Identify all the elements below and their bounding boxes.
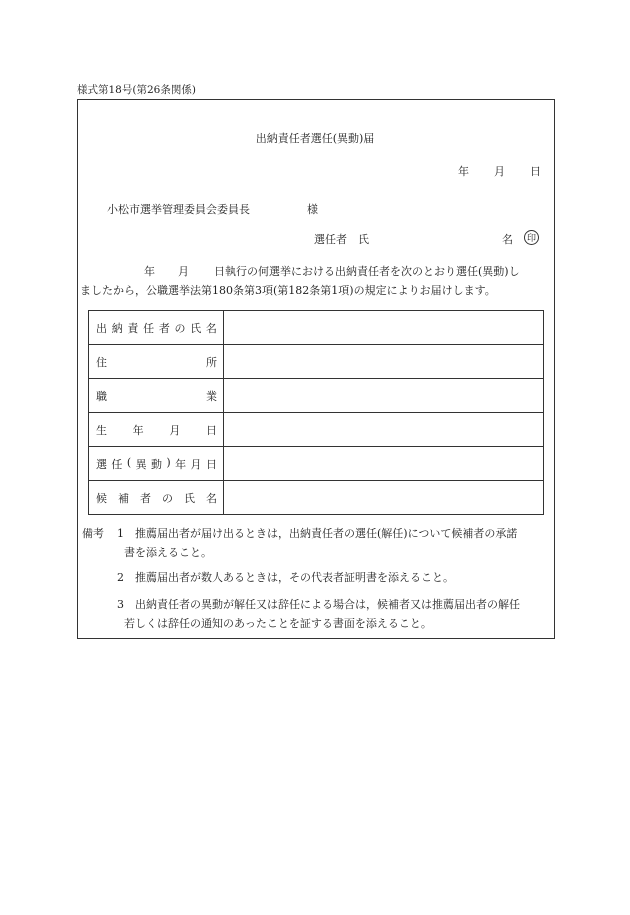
note-3-number: 3 xyxy=(117,598,124,611)
date-year-label: 年 xyxy=(458,165,469,178)
note-2-number: 2 xyxy=(117,571,124,584)
row-label-char: 氏 xyxy=(190,321,202,335)
entry-field-birthdate[interactable] xyxy=(224,413,544,447)
row-label-cell xyxy=(89,379,224,413)
row-label-cell xyxy=(89,311,224,345)
row-label-char: 候 xyxy=(96,491,107,505)
row-label-char: 業 xyxy=(206,389,217,403)
addressee: 小松市選挙管理委員会委員長 xyxy=(107,203,250,216)
row-label-birthdate xyxy=(89,422,223,438)
seal-mark: 印 xyxy=(524,230,539,245)
row-label-char: 補 xyxy=(118,491,129,505)
row-label-char: 名 xyxy=(206,491,217,505)
note-1-number: 1 xyxy=(117,527,124,540)
table-row xyxy=(89,311,544,345)
row-label-char: 任 xyxy=(143,321,155,335)
row-label-char: ( xyxy=(126,455,132,469)
form-title: 出納責任者選任(異動)届 xyxy=(255,132,375,145)
row-label-char: 氏 xyxy=(184,491,195,505)
body-month: 月 xyxy=(178,265,189,278)
row-label-char: 月 xyxy=(190,457,202,471)
row-label-treasurer-name xyxy=(89,320,223,336)
name-label: 名 xyxy=(502,233,513,246)
row-label-cell xyxy=(89,413,224,447)
note-3-line-1: 出納責任者の異動が解任又は辞任による場合は，候補者又は推薦届出者の解任 xyxy=(135,598,520,611)
row-label-char: 者 xyxy=(140,491,151,505)
body-line2-text: ましたから，公職選挙法第180条第3項(第182条第1項)の規定によりお届けします。 xyxy=(80,284,496,297)
row-label-char: 年 xyxy=(132,423,144,437)
row-label-char: 選 xyxy=(96,457,107,471)
entry-table xyxy=(88,310,544,515)
row-label-char: 年 xyxy=(175,457,187,471)
row-label-char: ) xyxy=(166,455,171,469)
row-label-char: 名 xyxy=(205,321,217,335)
row-label-char: 者 xyxy=(158,321,170,335)
row-label-occupation xyxy=(89,388,223,404)
table-row xyxy=(89,481,544,515)
row-label-cell xyxy=(89,481,224,515)
body-year: 年 xyxy=(144,265,155,278)
date-month-label: 月 xyxy=(494,165,505,178)
row-label-char: 住 xyxy=(96,355,107,369)
row-label-address xyxy=(89,354,223,370)
row-label-char: 出 xyxy=(96,321,107,335)
entry-field-treasurer-name[interactable] xyxy=(224,311,544,345)
note-3-line-2: 若しくは辞任の通知のあったことを証する書面を添えること。 xyxy=(124,617,432,630)
row-label-cell xyxy=(89,447,224,481)
table-row xyxy=(89,447,544,481)
entry-field-appointment-date[interactable] xyxy=(224,447,544,481)
notes-heading: 備考 xyxy=(82,527,104,540)
row-label-char: 日 xyxy=(205,423,217,437)
row-label-char: 責 xyxy=(127,321,139,335)
table-row xyxy=(89,345,544,379)
date-day-label: 日 xyxy=(530,165,541,178)
form-number: 様式第18号(第26条関係) xyxy=(77,84,196,96)
table-row xyxy=(89,379,544,413)
row-label-char: の xyxy=(174,321,186,335)
row-label-char: 職 xyxy=(96,389,107,403)
row-label-char: 日 xyxy=(205,457,217,471)
row-label-appointment-date xyxy=(89,456,223,472)
row-label-char: 任 xyxy=(111,457,123,471)
row-label-char: 生 xyxy=(96,423,107,437)
row-label-char: 動 xyxy=(150,457,162,471)
entry-field-occupation[interactable] xyxy=(224,379,544,413)
note-2-line-1: 推薦届出者が数人あるときは，その代表者証明書を添えること。 xyxy=(135,571,454,584)
entry-field-candidate-name[interactable] xyxy=(224,481,544,515)
row-label-char: 納 xyxy=(111,321,123,335)
body-line1-text: 日執行の何選挙における出納責任者を次のとおり選任(異動)し xyxy=(214,265,520,278)
row-label-char: 異 xyxy=(135,457,147,471)
table-row xyxy=(89,413,544,447)
row-label-char: の xyxy=(162,491,173,505)
row-label-candidate-name xyxy=(89,490,223,506)
note-1-line-2: 書を添えること。 xyxy=(124,546,212,559)
row-label-cell xyxy=(89,345,224,379)
entry-field-address[interactable] xyxy=(224,345,544,379)
honorific: 様 xyxy=(307,203,318,216)
row-label-char: 月 xyxy=(169,423,181,437)
selector-name-label: 選任者 氏 xyxy=(314,233,369,246)
note-1-line-1: 推薦届出者が届け出るときは，出納責任者の選任(解任)について候補者の承諾 xyxy=(135,527,518,540)
row-label-char: 所 xyxy=(206,355,217,369)
